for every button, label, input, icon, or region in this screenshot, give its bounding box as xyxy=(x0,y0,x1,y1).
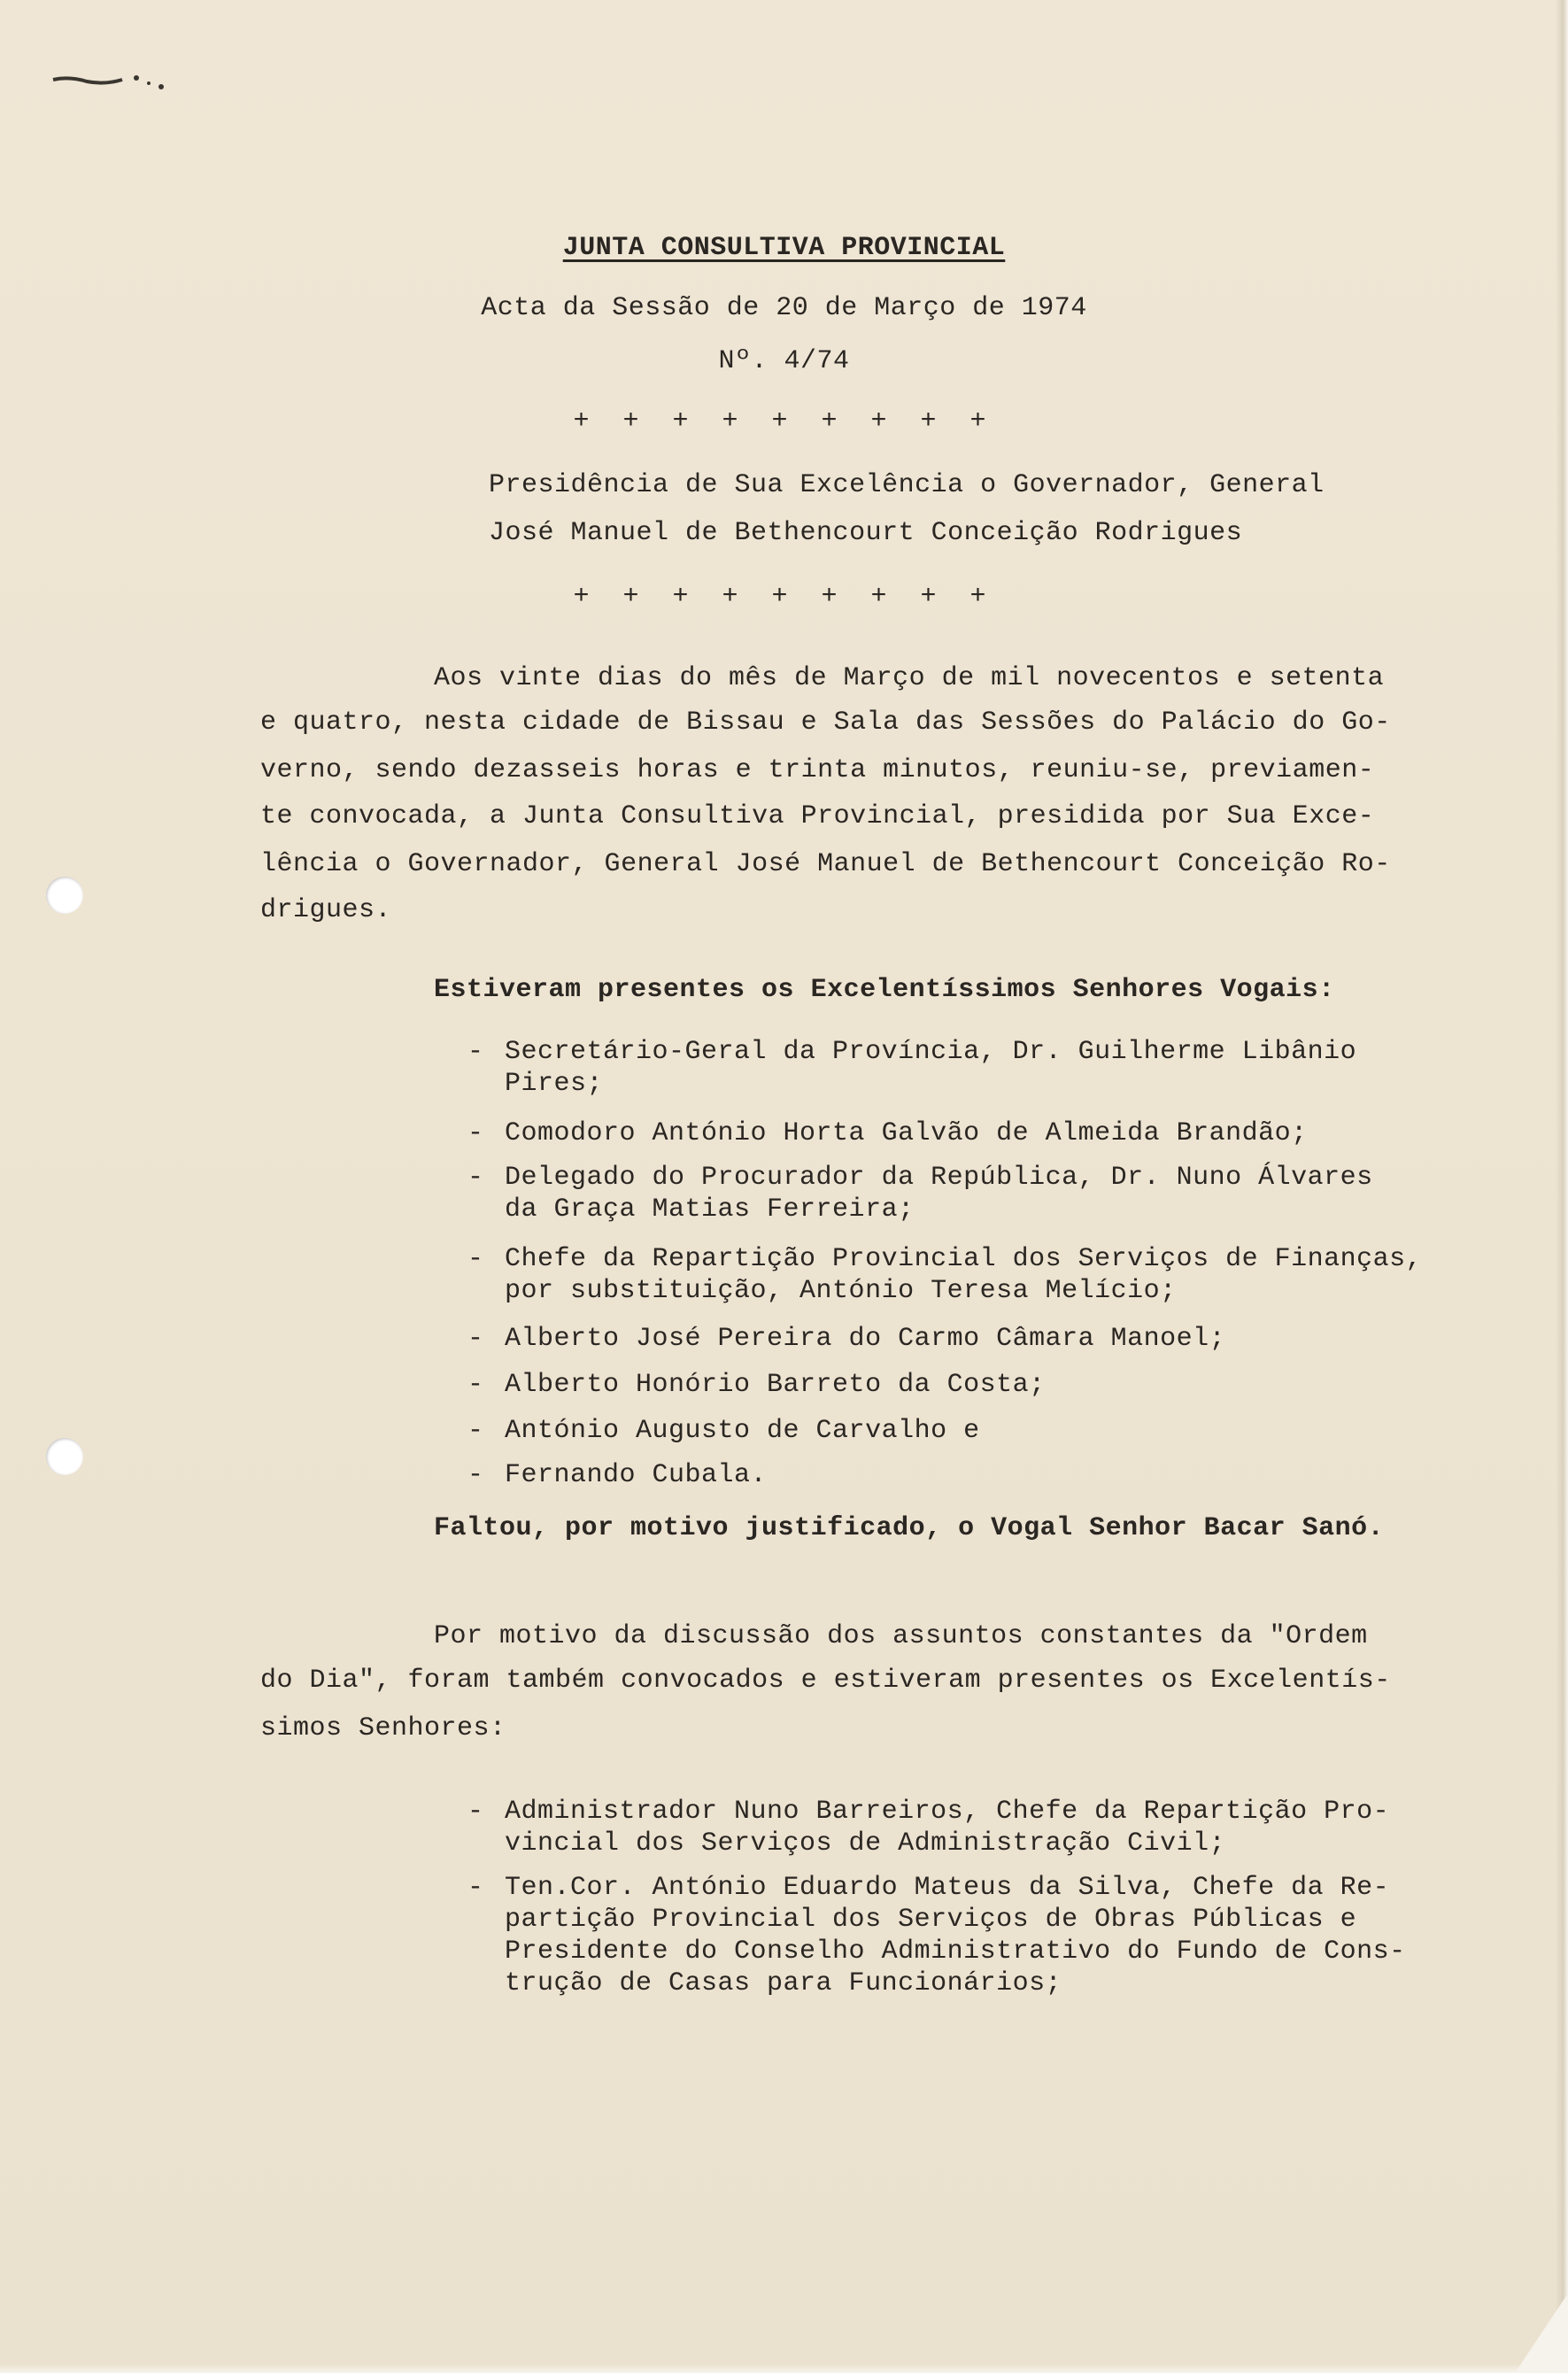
bullet-dash: - xyxy=(467,1370,484,1400)
session-number: Nº. 4/74 xyxy=(718,346,850,376)
presidency-line-2: José Manuel de Bethencourt Conceição Rodrigues xyxy=(489,518,1243,548)
member-4-line-2: por substituição, António Teresa Melício; xyxy=(505,1276,1177,1306)
presidency-line-1: Presidência de Sua Excelência o Governador, General xyxy=(489,470,1325,500)
bullet-dash: - xyxy=(467,1416,484,1446)
invitee-2-line-2: partição Provincial dos Serviços de Obras Públicas e xyxy=(505,1905,1357,1935)
member-5-line-1: Alberto José Pereira do Carmo Câmara Manoel; xyxy=(505,1324,1226,1354)
opening-line-1: Aos vinte dias do mês de Março de mil novecentos e setenta xyxy=(434,663,1385,693)
bullet-dash: - xyxy=(467,1873,484,1903)
page-bottom-edge xyxy=(0,2364,1568,2373)
separator-bottom: + + + + + + + + + xyxy=(573,582,995,612)
session-subtitle: Acta da Sessão de 20 de Março de 1974 xyxy=(481,293,1087,323)
member-3-line-1: Delegado do Procurador da República, Dr. Nuno Álvares xyxy=(505,1163,1373,1193)
punch-hole-top xyxy=(46,877,83,914)
member-4-line-1: Chefe da Repartição Provincial dos Serviços de Finanças, xyxy=(505,1244,1423,1274)
punch-hole-bottom xyxy=(46,1438,83,1475)
bullet-dash: - xyxy=(467,1163,484,1193)
invitee-2-line-3: Presidente do Conselho Administrativo do Fundo de Cons- xyxy=(505,1936,1406,1967)
opening-line-5: lência o Governador, General José Manuel de Bethencourt Conceição Ro- xyxy=(260,849,1391,879)
page-corner-fold xyxy=(1515,2293,1568,2373)
member-8-line-1: Fernando Cubala. xyxy=(505,1460,768,1490)
opening-line-2: e quatro, nesta cidade de Bissau e Sala das Sessões do Palácio do Go- xyxy=(260,707,1391,738)
invitee-2-line-1: Ten.Cor. António Eduardo Mateus da Silva, Chefe da Re- xyxy=(505,1873,1390,1903)
bullet-dash: - xyxy=(467,1797,484,1827)
member-2-line-1: Comodoro António Horta Galvão de Almeida Brandão; xyxy=(505,1118,1308,1148)
member-7-line-1: António Augusto de Carvalho e xyxy=(505,1416,980,1446)
member-1-line-1: Secretário-Geral da Província, Dr. Guilherme Libânio xyxy=(505,1037,1357,1067)
document-title: JUNTA CONSULTIVA PROVINCIAL xyxy=(562,233,1006,263)
member-6-line-1: Alberto Honório Barreto da Costa; xyxy=(505,1370,1046,1400)
bullet-dash: - xyxy=(467,1118,484,1148)
opening-line-3: verno, sendo dezasseis horas e trinta minutos, reuniu-se, previamen- xyxy=(260,755,1375,785)
agenda-line-2: do Dia", foram também convocados e estiveram presentes os Excelentís- xyxy=(260,1666,1391,1696)
opening-line-4: te convocada, a Junta Consultiva Provincial, presidida por Sua Exce- xyxy=(260,801,1375,831)
member-3-line-2: da Graça Matias Ferreira; xyxy=(505,1194,915,1225)
page-right-edge xyxy=(1556,0,1568,2373)
agenda-line-1: Por motivo da discussão dos assuntos constantes da "Ordem xyxy=(434,1621,1368,1651)
bullet-dash: - xyxy=(467,1244,484,1274)
bullet-dash: - xyxy=(467,1324,484,1354)
agenda-line-3: simos Senhores: xyxy=(260,1713,506,1743)
bullet-dash: - xyxy=(467,1037,484,1067)
present-intro: Estiveram presentes os Excelentíssimos Senhores Vogais: xyxy=(434,975,1335,1005)
bullet-dash: - xyxy=(467,1460,484,1490)
member-1-line-2: Pires; xyxy=(505,1069,604,1099)
invitee-2-line-4: trução de Casas para Funcionários; xyxy=(505,1968,1062,1998)
absence-note: Faltou, por motivo justificado, o Vogal Senhor Bacar Sanó. xyxy=(434,1513,1385,1543)
invitee-1-line-2: vincial dos Serviços de Administração Civil; xyxy=(505,1828,1226,1859)
invitee-1-line-1: Administrador Nuno Barreiros, Chefe da Repartição Pro- xyxy=(505,1797,1390,1827)
ink-smudge-mark xyxy=(51,67,175,94)
opening-line-6: drigues. xyxy=(260,895,392,925)
separator-top: + + + + + + + + + xyxy=(573,406,995,437)
